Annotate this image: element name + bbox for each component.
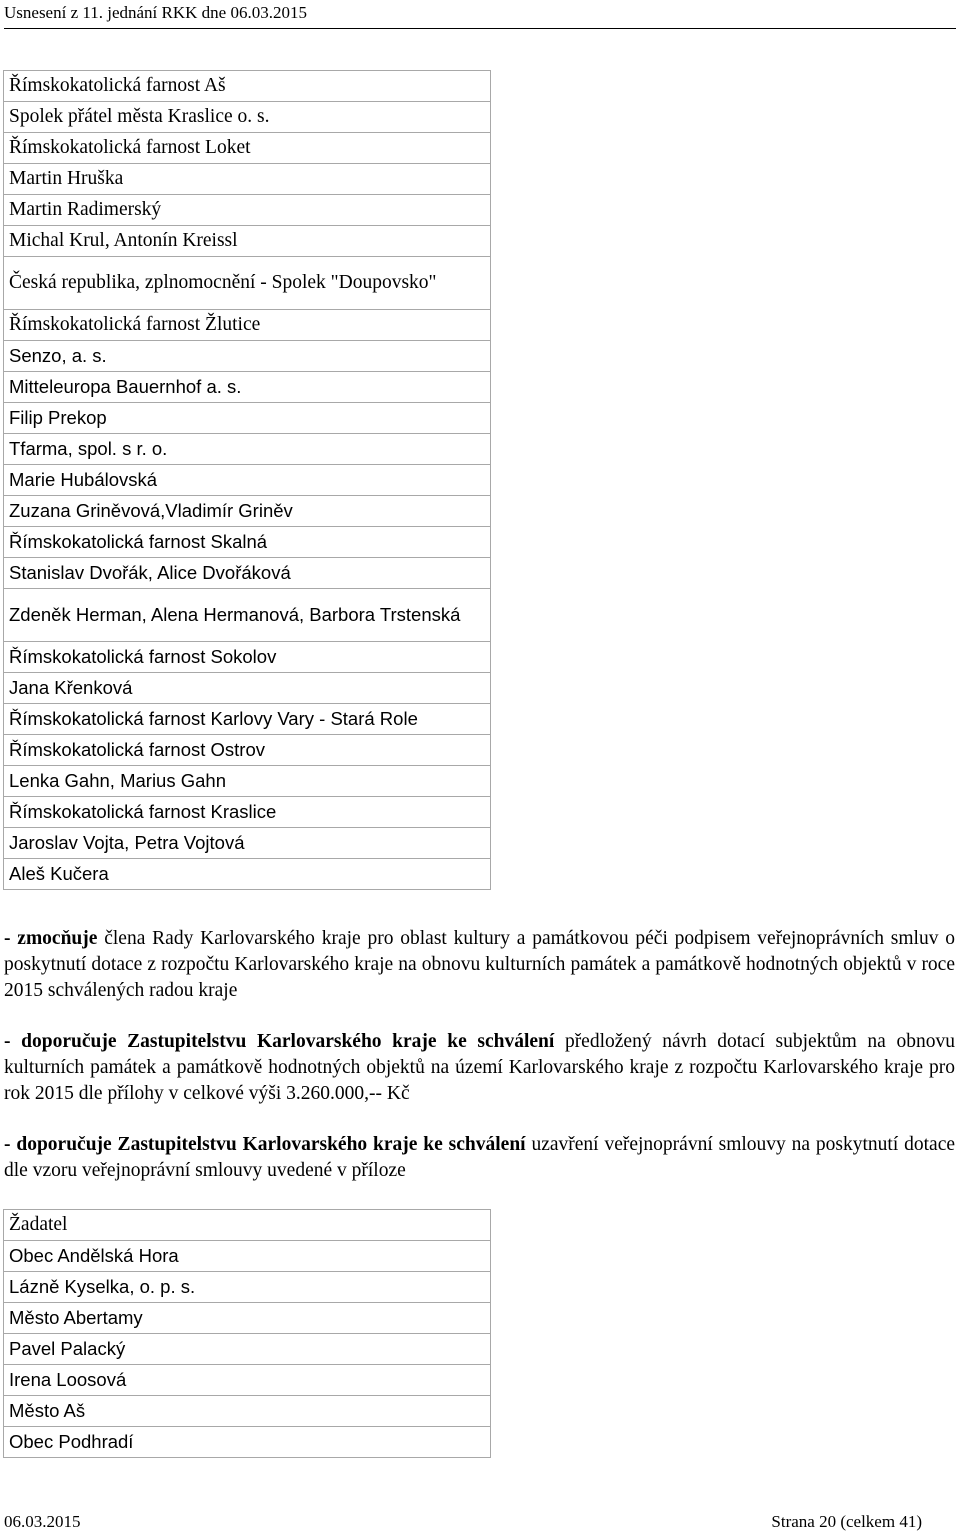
table-row: [4, 673, 491, 704]
table-row: [4, 226, 491, 257]
table-cell: Lenka Gahn, Marius Gahn: [4, 766, 491, 797]
table-row: [4, 71, 491, 102]
resolution-paragraph: [4, 926, 955, 1004]
table-row: [4, 527, 491, 558]
table-cell: Filip Prekop: [4, 403, 491, 434]
footer-page-number: Strana 20 (celkem 41): [771, 1512, 922, 1531]
table-row: [4, 1396, 491, 1427]
resolution-text: uzavření veřejnoprávní smlouvy na poskytnutí dotace dle vzoru veřejnoprávní smlouvy uvedené v příloze: [4, 1134, 955, 1181]
table-cell: Martin Radimerský: [4, 195, 491, 226]
table-cell: Jaroslav Vojta, Petra Vojtová: [4, 828, 491, 859]
table-row: [4, 704, 491, 735]
table-cell: Lázně Kyselka, o. p. s.: [4, 1272, 491, 1303]
table-row: [4, 434, 491, 465]
table-cell: Tfarma, spol. s r. o.: [4, 434, 491, 465]
resolution-text: předložený návrh dotací subjektům na obnovu kulturních památek a památkově hodnotných objektů na území Karlovarského kraje z rozpočtu Karlovarského kraje pro rok 2015 dle přílohy v celkové výši 3.260.000,-- Kč: [4, 1031, 955, 1104]
table-cell: Římskokatolická farnost Karlovy Vary - Stará Role: [4, 704, 491, 735]
table-cell: Římskokatolická farnost Kraslice: [4, 797, 491, 828]
table-cell: Obec Andělská Hora: [4, 1241, 491, 1272]
table-row: [4, 310, 491, 341]
table-row: [4, 1427, 491, 1458]
table-cell: Martin Hruška: [4, 164, 491, 195]
table-row: [4, 797, 491, 828]
table-row: [4, 1334, 491, 1365]
table-row: [4, 735, 491, 766]
table-cell: Pavel Palacký: [4, 1334, 491, 1365]
table-cell: Římskokatolická farnost Skalná: [4, 527, 491, 558]
table-row: [4, 859, 491, 890]
table-row: [4, 828, 491, 859]
table-row: [4, 1241, 491, 1272]
table-row: [4, 257, 491, 310]
applicants-table-2: [3, 1209, 491, 1458]
table-cell: Mitteleuropa Bauernhof a. s.: [4, 372, 491, 403]
footer-date: 06.03.2015: [4, 1512, 81, 1531]
table-header-cell: Žadatel: [4, 1210, 491, 1241]
table-cell: Jana Křenková: [4, 673, 491, 704]
table-cell: Zuzana Griněvová,Vladimír Griněv: [4, 496, 491, 527]
table-cell: Česká republika, zplnomocnění - Spolek "Doupovsko": [4, 257, 491, 310]
table-cell: Stanislav Dvořák, Alice Dvořáková: [4, 558, 491, 589]
resolution-paragraph: [4, 1029, 955, 1107]
table-cell: Římskokatolická farnost Loket: [4, 133, 491, 164]
table-cell: Římskokatolická farnost Aš: [4, 71, 491, 102]
table-row: [4, 642, 491, 673]
resolution-text: člena Rady Karlovarského kraje pro oblast kultury a památkovou péči podpisem veřejnoprávních smluv o poskytnutí dotace z rozpočtu Karlovarského kraje na obnovu kulturních památek a památkově hodnotných objektů v roce 2015 schválených radou kraje: [4, 928, 955, 1001]
table-row: [4, 1303, 491, 1334]
table-row: [4, 465, 491, 496]
table-cell: Římskokatolická farnost Ostrov: [4, 735, 491, 766]
table-cell: Obec Podhradí: [4, 1427, 491, 1458]
table-row: [4, 766, 491, 797]
table-cell: Město Aš: [4, 1396, 491, 1427]
table-row: [4, 341, 491, 372]
resolution-verb: - doporučuje Zastupitelstvu Karlovarského kraje ke schválení: [4, 1134, 526, 1155]
table-cell: Římskokatolická farnost Žlutice: [4, 310, 491, 341]
resolution-paragraph: [4, 1132, 955, 1184]
table-cell: Město Abertamy: [4, 1303, 491, 1334]
table-cell: Irena Loosová: [4, 1365, 491, 1396]
table-row: [4, 133, 491, 164]
table-row: [4, 1272, 491, 1303]
table-row: [4, 372, 491, 403]
resolution-verb: - doporučuje Zastupitelstvu Karlovarského kraje ke schválení: [4, 1031, 555, 1052]
table-row: [4, 164, 491, 195]
table-row: [4, 589, 491, 642]
table-row: [4, 102, 491, 133]
table-row: [4, 496, 491, 527]
table-cell: Senzo, a. s.: [4, 341, 491, 372]
table-cell: Spolek přátel města Kraslice o. s.: [4, 102, 491, 133]
table-cell: Marie Hubálovská: [4, 465, 491, 496]
table-row: [4, 403, 491, 434]
table-cell: Zdeněk Herman, Alena Hermanová, Barbora Trstenská: [4, 589, 491, 642]
table-row: [4, 1365, 491, 1396]
table-cell: Římskokatolická farnost Sokolov: [4, 642, 491, 673]
resolution-verb: - zmocňuje: [4, 928, 98, 949]
document-header: Usnesení z 11. jednání RKK dne 06.03.2015: [4, 2, 956, 29]
table-row: [4, 1210, 491, 1241]
table-cell: Michal Krul, Antonín Kreissl: [4, 226, 491, 257]
table-row: [4, 195, 491, 226]
table-cell: Aleš Kučera: [4, 859, 491, 890]
applicants-table: [3, 70, 491, 890]
table-row: [4, 558, 491, 589]
